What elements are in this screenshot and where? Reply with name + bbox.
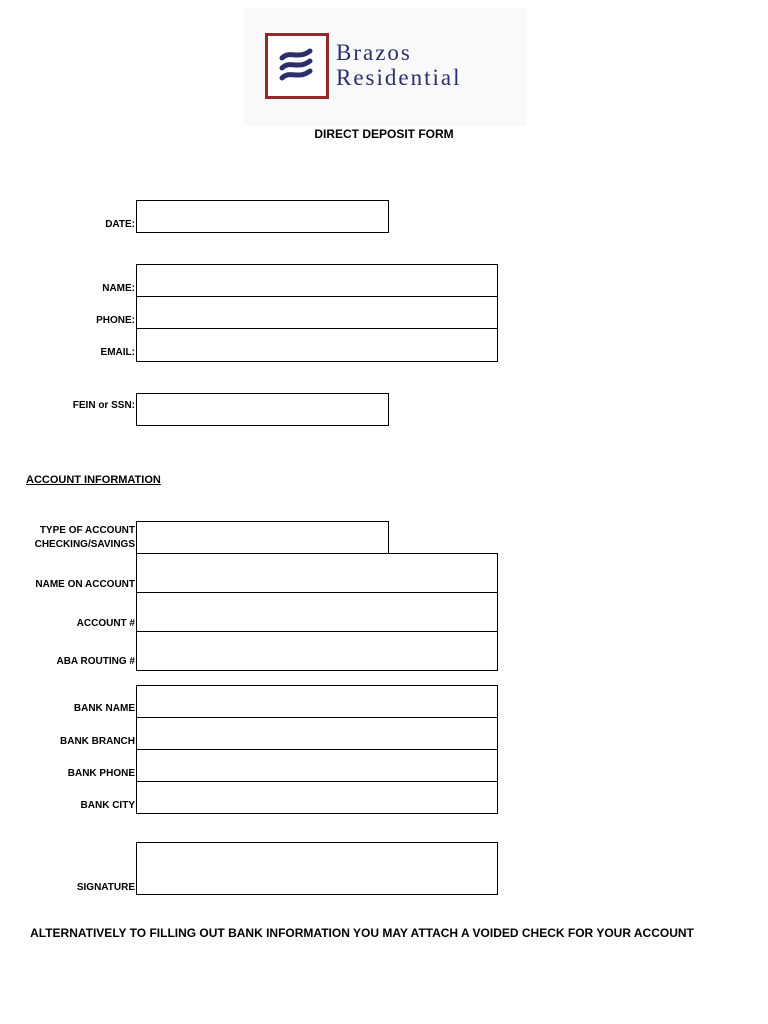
bank-branch-field[interactable] bbox=[136, 717, 498, 750]
logo-text-line1: Brazos bbox=[336, 40, 412, 65]
signature-field[interactable] bbox=[136, 842, 498, 895]
name-on-account-label: NAME ON ACCOUNT bbox=[35, 579, 135, 590]
bank-name-field[interactable] bbox=[136, 685, 498, 718]
fein-ssn-field[interactable] bbox=[136, 393, 389, 426]
checking-savings-label: CHECKING/SAVINGS bbox=[34, 539, 135, 550]
name-field[interactable] bbox=[136, 264, 498, 297]
bank-name-label: BANK NAME bbox=[73, 703, 135, 714]
name-on-account-field[interactable] bbox=[136, 553, 498, 593]
aba-routing-field[interactable] bbox=[136, 631, 498, 671]
fein-ssn-label: FEIN or SSN: bbox=[72, 400, 135, 411]
email-field[interactable] bbox=[136, 328, 498, 362]
logo-mark bbox=[265, 33, 329, 99]
date-field[interactable] bbox=[136, 200, 389, 233]
signature-label: SIGNATURE bbox=[76, 882, 135, 893]
phone-label: PHONE: bbox=[96, 315, 135, 326]
account-number-field[interactable] bbox=[136, 592, 498, 632]
date-label: DATE: bbox=[105, 219, 135, 230]
type-of-account-field[interactable] bbox=[136, 521, 389, 554]
bank-branch-label: BANK BRANCH bbox=[60, 736, 135, 747]
type-of-account-label: TYPE OF ACCOUNT bbox=[39, 525, 135, 536]
voided-check-note: ALTERNATIVELY TO FILLING OUT BANK INFORMATION YOU MAY ATTACH A VOIDED CHECK FOR YOUR ACCOUNT bbox=[30, 926, 694, 940]
aba-routing-label: ABA ROUTING # bbox=[56, 656, 135, 667]
account-number-label: ACCOUNT # bbox=[76, 618, 135, 629]
email-label: EMAIL: bbox=[100, 347, 135, 358]
bank-city-field[interactable] bbox=[136, 781, 498, 814]
bank-city-label: BANK CITY bbox=[80, 800, 135, 811]
account-information-heading: ACCOUNT INFORMATION bbox=[26, 474, 161, 486]
bank-phone-field[interactable] bbox=[136, 749, 498, 782]
bank-phone-label: BANK PHONE bbox=[67, 768, 135, 779]
wave-icon bbox=[276, 46, 316, 86]
name-label: NAME: bbox=[102, 283, 135, 294]
logo-text-line2: Residential bbox=[336, 65, 462, 90]
form-title: DIRECT DEPOSIT FORM bbox=[314, 127, 454, 141]
phone-field[interactable] bbox=[136, 296, 498, 329]
